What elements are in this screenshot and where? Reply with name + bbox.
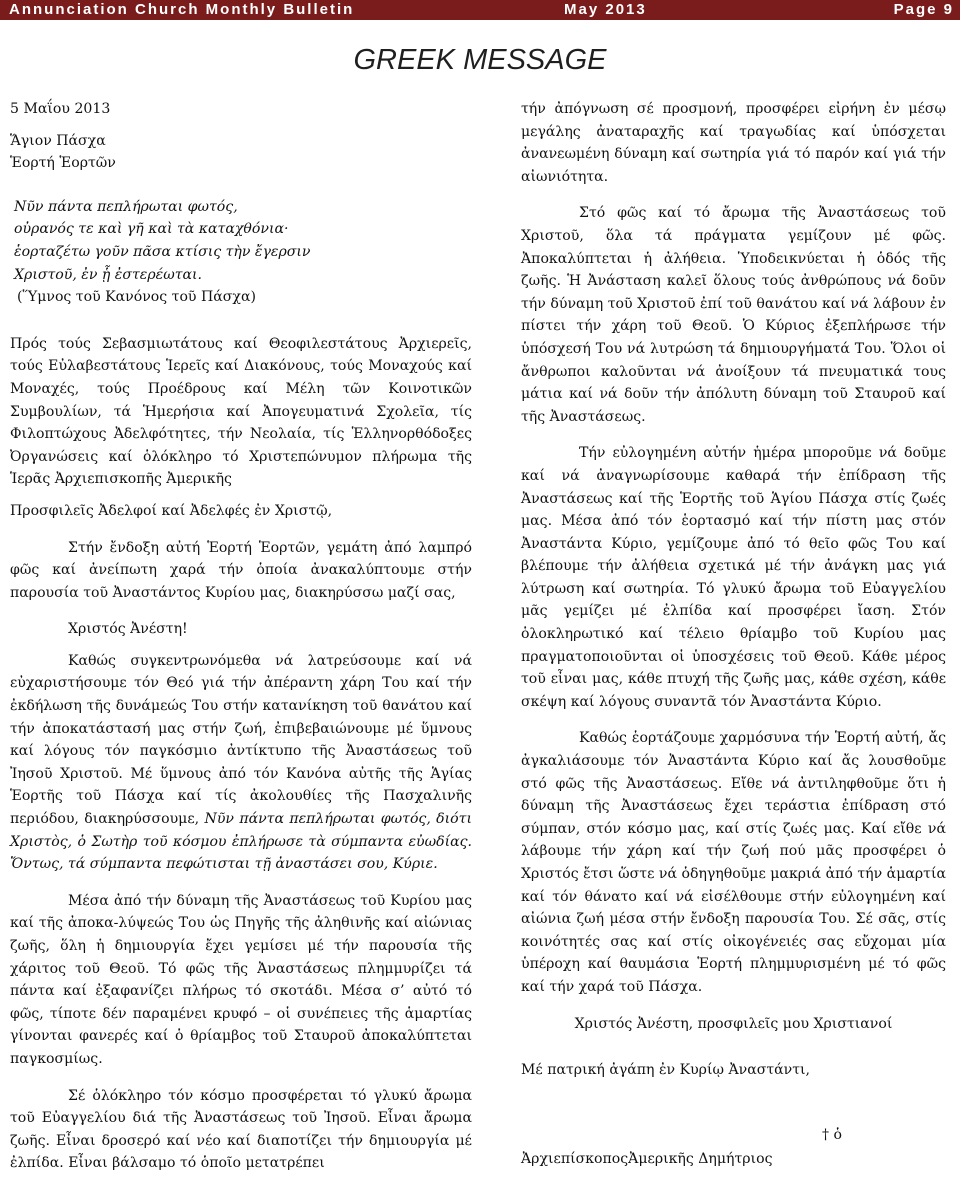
christ-is-risen: Χριστός Ἀνέστη! [68, 621, 188, 638]
left-column [10, 98, 472, 1175]
bulletin-date: May 2013 [564, 1, 647, 18]
body-paragraph: Τήν εὐλογημένη αὐτήν ἡμέρα μποροῦμε νά δοῦμε καί νά ἀναγνωρίσουμε καθαρά τήν ἐπίδραση τῆς Ἀναστάσεως καί τῆς Ἑορτῆς τοῦ Ἁγίου Πάσχα στίς ζωές μας. Μέσα ἀπό τόν ἑορτασμό καί τήν πίστη μας στόν Ἀναστάντα Κύριο, γεμίζουμε ἀπό τό θεῖο φῶς Του καί βλέπουμε τήν ἀλήθεια σχετικά μέ τήν ἀνάγκη μας γιά λύτρωση καί σωτηρία. Τό γλυκύ ἄρωμα τοῦ Εὐαγγελίου μᾶς γεμίζει μέ ἐλπίδα καί προσφέρει ἴαση. Στόν ὁλοκληρωτικό καί τέλειο θρίαμβο τοῦ Κυρίου μας πραγματοποιοῦνται οἱ ὑποσχέσεις τοῦ Θεοῦ. Κάθε μέρος τοῦ εἶναι μας, κάθε πτυχή τῆς ζωῆς μας, κάθε σχέση, κάθε σκέψη καί λόγους συναντᾶ τόν Ἀναστάντα Κύριο. [521, 445, 946, 710]
hymn-line: Χριστοῦ, ἐν ᾗ ἐστερέωται. [14, 266, 203, 283]
hymn-block [10, 196, 472, 309]
body-paragraph: Καθώς ἑορτάζουμε χαρμόσυνα τήν Ἑορτή αὐτή, ἄς ἀγκαλιάσουμε τόν Ἀναστάντα Κύριο καί ἄς λουσθοῦμε στό φῶς τῆς Ἀναστάσεως. Εἴθε νά ἀντιληφθοῦμε ὅτι ἡ δύναμη τῆς Ἀναστάσεως ἔχει τεράστια ἐπίδραση στό σύμπαν, στόν κόσμο μας, καί στίς ζωές μας. Καί εἴθε νά λάβουμε τήν χάρη καί τήν ζωή πού μᾶς προσφέρει ὁ Χριστός ἔτσι ὥστε νά ὁδηγηθοῦμε μακριά ἀπό τήν ἁμαρτία καί τόν θάνατο καί νά εἰσέλθουμε στήν εὐλογημένη καί αἰώνια ζωή μέσα στήν ἔνδοξη παρουσία Του. Σέ σᾶς, στίς κοινότητές σας καί στίς οἰκογένειές σας εὔχομαι μία ὑπέροχη καί θαυμάσια Ἑορτή πλημμυρισμένη μέ τό φῶς καί τήν χαρά τοῦ Πάσχα. [521, 730, 946, 995]
body-paragraph: Στό φῶς καί τό ἄρωμα τῆς Ἀναστάσεως τοῦ Χριστοῦ, ὅλα τά πράγματα γεμίζουν μέ φῶς. Ἀποκαλύπτεται ἡ ἀλήθεια. Ὑποδεικνύεται ἡ ὁδός τῆς ζωῆς. Ἡ Ἀνάσταση καλεῖ ὅλους τούς ἀνθρώπους νά δοῦν τήν δύναμη τοῦ Χριστοῦ ἐπί τοῦ θανάτου καί νά λάβουν ἐν πίστει τήν χάρη τοῦ Θεοῦ. Ὁ Κύριος ἐξεπλήρωσε τήν ὑπόσχεσή Του νά λυτρώση τά δημιουργήματά Του. Ὅλοι οἱ ἄνθρωποι καλοῦνται νά ἀνοίξουν τά πνευματικά τους μάτια καί νά δοῦν τήν ἀπόλυτη δύναμη τοῦ Σταυροῦ καί τῆς Ἀναστάσεως. [521, 205, 946, 425]
hymn-source: (Ὕμνος τοῦ Κανόνος τοῦ Πάσχα) [17, 289, 256, 306]
hymn-line: Νῦν πάντα πεπλήρωται φωτός, [14, 198, 238, 215]
body-paragraph: Στήν ἔνδοξη αὐτή Ἑορτή Ἑορτῶν, γεμάτη ἀπό λαμπρό φῶς καί ἀνείπωτη χαρά τήν ὁποία ἀνακαλύπτουμε στήν παρουσία τοῦ Ἀναστάντος Κυρίου μας, διακηρύσσω μαζί σας, [10, 539, 472, 601]
page-number: Page 9 [893, 1, 954, 18]
address-paragraph: Πρός τούς Σεβασμιωτάτους καί Θεοφιλεστάτους Ἀρχιερεῖς, τούς Εὐλαβεστάτους Ἱερεῖς καί Διακόνους, τούς Μοναχούς καί Μοναχές, τούς Προέδρους καί Μέλη τῶν Κοινοτικῶν Συμβουλίων, τά Ἡμερήσια καί Ἀπογευματινά Σχολεῖα, τίς Φιλοπτώχους Ἀδελφότητες, τήν Νεολαία, τίς Ἑλληνορθόδοξες Ὀργανώσεις καί ὁλόκληρο τό Χριστεπώνυμον πλήρωμα τῆς Ἱερᾶς Ἀρχιεπισκοπῆς Ἀμερικῆς [10, 335, 472, 488]
body-text: Καθώς συγκεντρωνόμεθα νά λατρεύσουμε καί νά εὐχαριστήσουμε τόν Θεό γιά τήν ἀπέραντη χάρη Του καί τήν ἐκδήλωση τῆς δυνάμεώς Του στήν κατανίκηση τοῦ θανάτου καί τήν ἀποκατάστασή μας στήν ζωή, ἐπιβεβαιώνουμε μέ ὕμνους καί λόγους τόν παγκόσμιο ἀντίκτυπο τῆς Ἀναστάσεως τοῦ Ἰησοῦ Χριστοῦ. Μέ ὕμνους ἀπό τόν Κανόνα αὐτῆς τῆς Ἁγίας Ἑορτῆς τοῦ Πάσχα καί τίς ἀκολουθίες τῆς Πασχαλινῆς περιόδου, διακηρύσσουμε, [10, 652, 472, 828]
right-column [521, 98, 946, 1171]
body-paragraph: Μέσα ἀπό τήν δύναμη τῆς Ἀναστάσεως τοῦ Κυρίου μας καί τῆς ἀποκα-λύψεώς Του ὡς Πηγῆς τῆς ἀληθινῆς καί αἰώνιας ζωῆς, ὅλη ἡ δημιουργία ἔχει γεμίσει μέ τήν παρουσία τῆς χάριτος τοῦ Θεοῦ. Τό φῶς τῆς Ἀναστάσεως πλημμυρίζει τά πάντα καί ἐξαφανίζει πλήρως τό σκοτάδι. Μέσα σ’ αὐτό τό φῶς, τίποτε δέν παραμένει κρυφό – οἱ συνέπειες τῆς ἁμαρτίας γίνονται φανερές καί ὁ θρίαμβος τοῦ Σταυροῦ ἀποκαλύπτεται παγκοσμίως. [10, 892, 472, 1067]
hymn-line: οὐρανός τε καὶ γῆ καὶ τὰ καταχθόνια· [14, 221, 289, 238]
feast-name: Ἅγιον Πάσχα [10, 132, 106, 149]
bulletin-header-bar [0, 0, 960, 20]
bulletin-name: Annunciation Church Monthly Bulletin [9, 1, 355, 18]
section-title: GREEK MESSAGE [353, 44, 607, 76]
letter-date: 5 Μαΐου 2013 [10, 101, 111, 117]
cross-mark: † ὁ [821, 1126, 842, 1143]
body-paragraph: τήν ἀπόγνωση σέ προσμονή, προσφέρει εἰρήνη ἐν μέσῳ μεγάλης ἀναταραχῆς καί τραγωδίας καί ὑπόσχεται ἀνανεωμένη δύναμη καί σωτηρία γιά τό παρόν καί γιά τήν αἰωνιότητα. [521, 101, 946, 185]
closing-love: Μέ πατρική ἀγάπη ἐν Κυρίῳ Ἀναστάντι, [521, 1062, 811, 1079]
hymn-quote: Νῦν πάντα πεπλήρωται φωτός, διότι Χριστὸς, ὁ Σωτὴρ τοῦ κόσμου ἐπλήρωσε τὰ σύμπαντα εὐωδίας. Ὄντως, τά σύμπαντα πεφώτισται τῇ ἀναστάσει σου, Κύριε. [10, 811, 472, 873]
body-paragraph [10, 650, 472, 876]
body-paragraph: Σέ ὁλόκληρο τόν κόσμο προσφέρεται τό γλυκύ ἄρωμα τοῦ Εὐαγγελίου διά τῆς Ἀναστάσεως τοῦ Ἰησοῦ. Εἶναι ἄρωμα ζωῆς. Εἶναι δροσερό καί νέο καί διαποτίζει τήν δημιουργία μέ ἐλπίδα. Εἶναι βάλσαμο τό ὁποῖο μετατρέπει [10, 1087, 472, 1172]
feast-subtitle: Ἑορτή Ἑορτῶν [10, 155, 116, 172]
salutation: Προσφιλεῖς Ἀδελφοί καί Ἀδελφές ἐν Χριστῷ, [10, 502, 333, 519]
signature: ἈρχιεπίσκοποςἈμερικῆς Δημήτριος [521, 1151, 773, 1168]
hymn-line: ἑορταζέτω γοῦν πᾶσα κτίσις τὴν ἔγερσιν [14, 243, 311, 260]
closing-greeting: Χριστός Ἀνέστη, προσφιλεῖς μου Χριστιανοί [574, 1015, 893, 1032]
